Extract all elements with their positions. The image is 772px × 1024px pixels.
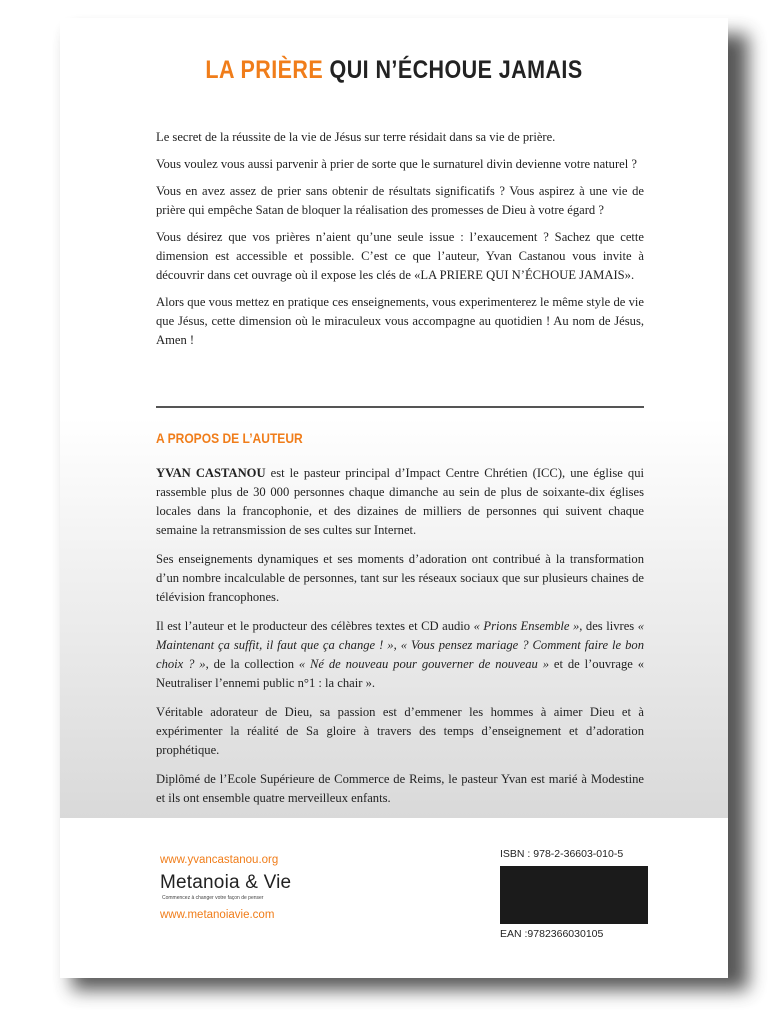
- book-back-cover: [60, 18, 728, 978]
- publisher-website-link[interactable]: www.metanoiavie.com: [160, 909, 275, 921]
- about-text: , de la collection: [205, 657, 299, 671]
- about-paragraph: Véritable adorateur de Dieu, sa passion est d’emmener les hommes à aimer Dieu et à expérimenter la réalité de Sa gloire à travers des temps d’enseignement et d’adoration prophétique.: [156, 705, 644, 757]
- book-title-orange: LA PRIÈRE: [205, 56, 324, 84]
- about-author-title: A PROPOS DE L’AUTEUR: [156, 430, 303, 446]
- publisher-logo-text: Metanoia & Vie: [160, 872, 292, 893]
- about-author-text: [156, 464, 644, 818]
- about-text: est le pasteur principal d’Impact Centre Chrétien (ICC), une église qui rassemble plus de 30 000 personnes chaque dimanche au sein de plus de soixante-dix églises locales dans la francophonie, et des dizaines de milliers de personnes qui suivent chaque semaine la retransmission de ses cultes sur Internet.: [156, 466, 644, 537]
- footer-links: [160, 854, 291, 921]
- author-name: YVAN CASTANOU: [156, 466, 266, 480]
- book-title-black: QUI N’ÉCHOUE JAMAIS: [329, 56, 583, 84]
- book-ref: « Maintenant ça suffit, il faut que ça change ! », « Vous pensez mariage ? Comment faire le bon choix ? »: [156, 619, 644, 671]
- book-title: [107, 56, 681, 85]
- blurb-paragraph: Vous voulez vous aussi parvenir à prier de sorte que le surnaturel divin devienne votre naturel ?: [156, 157, 637, 171]
- book-ref: « Né de nouveau pour gouverner de nouveau »: [298, 657, 550, 671]
- section-divider: [156, 406, 644, 408]
- about-paragraph: Ses enseignements dynamiques et ses moments d’adoration ont contribué à la transformation d’un nombre incalculable de personnes, tant sur les réseaux sociaux que sur plusieurs chaines de télévision francophones.: [156, 552, 644, 604]
- blurb-paragraph: Le secret de la réussite de la vie de Jésus sur terre résidait dans sa vie de prière.: [156, 130, 556, 144]
- about-text: , des livres: [579, 619, 638, 633]
- about-text: Il est l’auteur et le producteur des célèbres textes et CD audio: [156, 619, 474, 633]
- blurb: [156, 128, 644, 358]
- blurb-paragraph: Vous en avez assez de prier sans obtenir de résultats significatifs ? Vous aspirez à une vie de prière qui empêche Satan de bloquer la réalisation des promesses de Dieu à votre égard ?: [156, 184, 644, 217]
- about-text: et de l’ouvrage « Neutraliser l’ennemi public n°1 : la chair ».: [156, 657, 645, 690]
- book-ref: « Prions Ensemble »: [473, 619, 580, 633]
- about-paragraph: Diplômé de l’Ecole Supérieure de Commerce de Reims, le pasteur Yvan est marié à Modestine et ils ont ensemble quatre merveilleux enfants.: [156, 772, 644, 805]
- publisher-tagline: Commencez à changer votre façon de penser: [162, 895, 264, 901]
- blurb-paragraph: Alors que vous mettez en pratique ces enseignements, vous experimenterez le même style de vie que Jésus, cette dimension où le miraculeux vous accompagne au quotidien ! Au nom de Jésus, Amen !: [156, 295, 644, 347]
- ean-label: EAN :9782366030105: [500, 928, 604, 940]
- about-paragraph: [156, 464, 644, 540]
- author-website-link[interactable]: www.yvancastanou.org: [160, 854, 279, 866]
- barcode-block: [500, 866, 648, 924]
- blurb-paragraph: Vous désirez que vos prières n’aient qu’une seule issue : l’exaucement ? Sachez que cette dimension est accessible et possible. C’est ce que l’auteur, Yvan Castanou vous invite à découvrir dans cet ouvrage où il expose les clés de «LA PRIERE QUI N’ÉCHOUE JAMAIS».: [156, 230, 644, 282]
- isbn-label: ISBN : 978-2-36603-010-5: [500, 848, 624, 860]
- about-paragraph: [156, 617, 644, 693]
